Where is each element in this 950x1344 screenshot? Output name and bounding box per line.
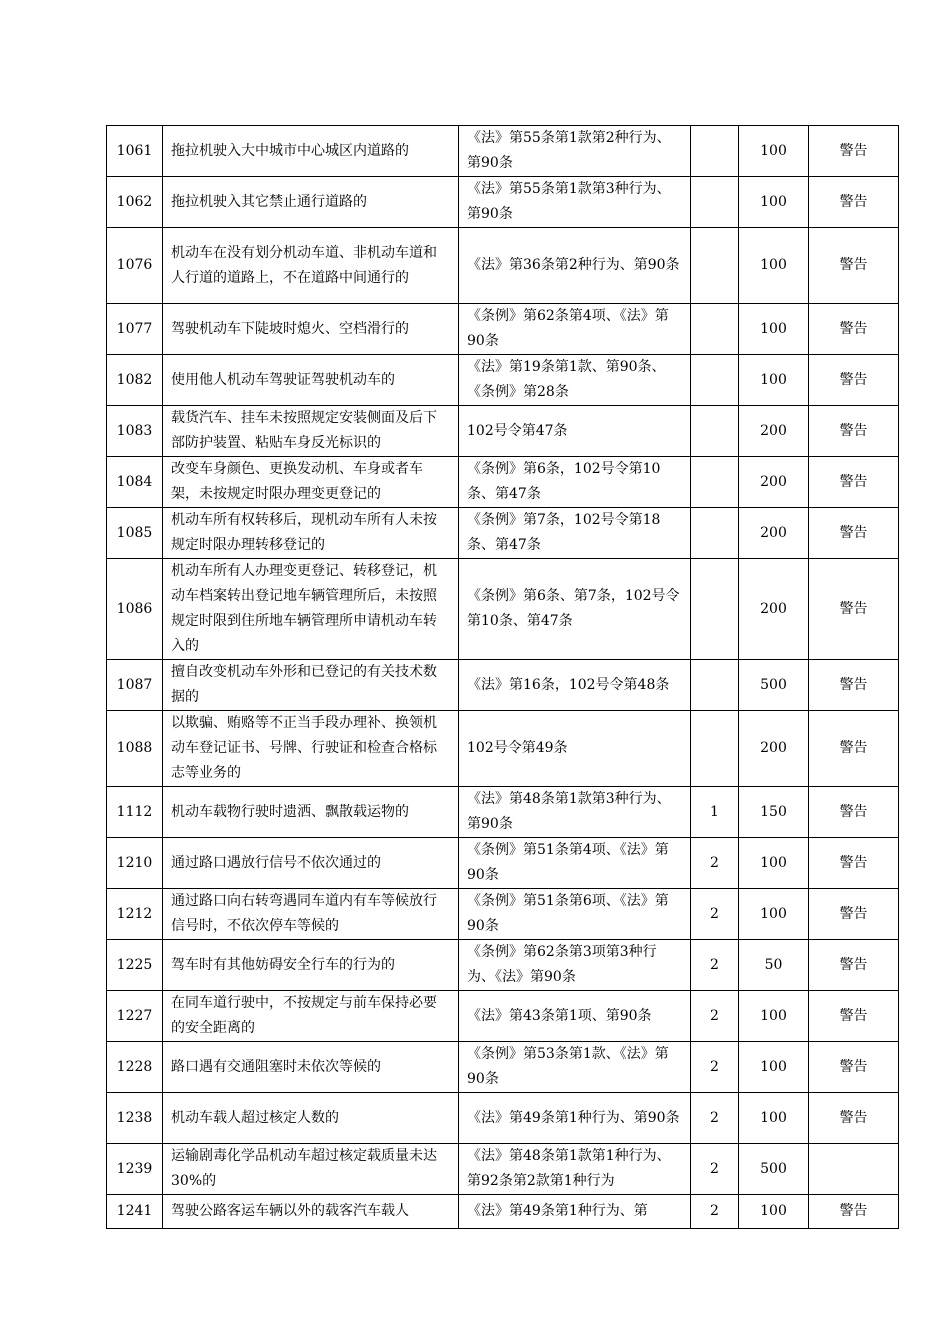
penalty-points: 2: [691, 1195, 739, 1229]
violation-description: 通过路口向右转弯遇同车道内有车等候放行信号时，不依次停车等候的: [163, 889, 459, 940]
table-row: [107, 1042, 899, 1093]
violation-code: 1086: [107, 559, 163, 660]
legal-basis: 《条例》第6条，102号令第10条、第47条: [459, 457, 691, 508]
violation-description: 驾车时有其他妨碍安全行车的行为的: [163, 940, 459, 991]
violation-description: 拖拉机驶入大中城市中心城区内道路的: [163, 126, 459, 177]
penalty-points: 2: [691, 838, 739, 889]
violation-description: 驾驶公路客运车辆以外的载客汽车载人: [163, 1195, 459, 1229]
violation-code: 1082: [107, 355, 163, 406]
table-row: [107, 711, 899, 787]
violation-code: 1239: [107, 1144, 163, 1195]
table-row: [107, 406, 899, 457]
penalty-type: 警告: [809, 940, 899, 991]
violation-code: 1238: [107, 1093, 163, 1144]
violation-code: 1084: [107, 457, 163, 508]
penalty-type: 警告: [809, 991, 899, 1042]
legal-basis: 《条例》第62条第3项第3种行为、《法》第90条: [459, 940, 691, 991]
penalty-type: 警告: [809, 355, 899, 406]
table-row: [107, 1093, 899, 1144]
penalty-points: [691, 304, 739, 355]
violation-description: 使用他人机动车驾驶证驾驶机动车的: [163, 355, 459, 406]
penalty-type: 警告: [809, 889, 899, 940]
fine-amount: 100: [739, 126, 809, 177]
legal-basis: 《条例》第51条第4项、《法》第90条: [459, 838, 691, 889]
table-row: [107, 228, 899, 304]
fine-amount: 100: [739, 355, 809, 406]
legal-basis: 《法》第43条第1项、第90条: [459, 991, 691, 1042]
penalty-points: [691, 177, 739, 228]
penalty-points: [691, 406, 739, 457]
violation-description: 机动车载物行驶时遗洒、飘散载运物的: [163, 787, 459, 838]
legal-basis: 《法》第48条第1款第3种行为、第90条: [459, 787, 691, 838]
penalty-type: 警告: [809, 126, 899, 177]
fine-amount: 100: [739, 228, 809, 304]
table-row: [107, 177, 899, 228]
violation-description: 机动车载人超过核定人数的: [163, 1093, 459, 1144]
table-row: [107, 660, 899, 711]
violation-code: 1062: [107, 177, 163, 228]
fine-amount: 500: [739, 660, 809, 711]
penalty-points: 2: [691, 940, 739, 991]
violation-description: 擅自改变机动车外形和已登记的有关技术数据的: [163, 660, 459, 711]
violation-code: 1061: [107, 126, 163, 177]
penalty-points: [691, 559, 739, 660]
fine-amount: 200: [739, 406, 809, 457]
penalty-points: [691, 457, 739, 508]
violation-description: 改变车身颜色、更换发动机、车身或者车架，未按规定时限办理变更登记的: [163, 457, 459, 508]
violation-code: 1083: [107, 406, 163, 457]
fine-amount: 500: [739, 1144, 809, 1195]
fine-amount: 100: [739, 991, 809, 1042]
fine-amount: 100: [739, 304, 809, 355]
legal-basis: 《法》第49条第1种行为、第: [459, 1195, 691, 1229]
legal-basis: 《法》第19条第1款、第90条、《条例》第28条: [459, 355, 691, 406]
table-row: [107, 457, 899, 508]
violation-code: 1085: [107, 508, 163, 559]
penalty-type: 警告: [809, 304, 899, 355]
legal-basis: 《法》第49条第1种行为、第90条: [459, 1093, 691, 1144]
legal-basis: 《法》第36条第2种行为、第90条: [459, 228, 691, 304]
violation-code: 1210: [107, 838, 163, 889]
table-row: [107, 1144, 899, 1195]
penalty-points: 2: [691, 991, 739, 1042]
penalty-points: [691, 126, 739, 177]
violations-table: [106, 125, 899, 1229]
legal-basis: 《条例》第51条第6项、《法》第90条: [459, 889, 691, 940]
violation-description: 拖拉机驶入其它禁止通行道路的: [163, 177, 459, 228]
fine-amount: 200: [739, 711, 809, 787]
table-row: [107, 940, 899, 991]
legal-basis: 《法》第55条第1款第3种行为、第90条: [459, 177, 691, 228]
violation-code: 1076: [107, 228, 163, 304]
violation-code: 1077: [107, 304, 163, 355]
penalty-type: 警告: [809, 838, 899, 889]
legal-basis: 102号令第49条: [459, 711, 691, 787]
legal-basis: 《条例》第7条，102号令第18条、第47条: [459, 508, 691, 559]
violation-code: 1087: [107, 660, 163, 711]
table-row: [107, 991, 899, 1042]
fine-amount: 200: [739, 508, 809, 559]
violation-description: 路口遇有交通阻塞时未依次等候的: [163, 1042, 459, 1093]
violation-code: 1088: [107, 711, 163, 787]
penalty-points: 2: [691, 1144, 739, 1195]
penalty-type: 警告: [809, 787, 899, 838]
table-row: [107, 355, 899, 406]
penalty-type: [809, 1144, 899, 1195]
violation-code: 1225: [107, 940, 163, 991]
penalty-points: [691, 711, 739, 787]
fine-amount: 100: [739, 177, 809, 228]
violation-code: 1241: [107, 1195, 163, 1229]
legal-basis: 102号令第47条: [459, 406, 691, 457]
table-row: [107, 508, 899, 559]
violation-code: 1112: [107, 787, 163, 838]
penalty-points: 2: [691, 1093, 739, 1144]
penalty-points: 2: [691, 889, 739, 940]
penalty-points: [691, 228, 739, 304]
legal-basis: 《条例》第6条、第7条，102号令第10条、第47条: [459, 559, 691, 660]
violation-code: 1228: [107, 1042, 163, 1093]
violation-description: 机动车在没有划分机动车道、非机动车道和人行道的道路上，不在道路中间通行的: [163, 228, 459, 304]
table-body: [107, 126, 899, 1229]
fine-amount: 200: [739, 559, 809, 660]
penalty-points: 1: [691, 787, 739, 838]
violation-code: 1212: [107, 889, 163, 940]
table-row: [107, 126, 899, 177]
penalty-type: 警告: [809, 457, 899, 508]
violation-description: 以欺骗、贿赂等不正当手段办理补、换领机动车登记证书、号牌、行驶证和检查合格标志等业务的: [163, 711, 459, 787]
table-row: [107, 787, 899, 838]
violation-description: 载货汽车、挂车未按照规定安装侧面及后下部防护装置、粘贴车身反光标识的: [163, 406, 459, 457]
penalty-type: 警告: [809, 1093, 899, 1144]
violation-code: 1227: [107, 991, 163, 1042]
fine-amount: 50: [739, 940, 809, 991]
legal-basis: 《法》第16条，102号令第48条: [459, 660, 691, 711]
violation-description: 驾驶机动车下陡坡时熄火、空档滑行的: [163, 304, 459, 355]
violation-description: 机动车所有人办理变更登记、转移登记，机动车档案转出登记地车辆管理所后，未按照规定时限到住所地车辆管理所申请机动车转入的: [163, 559, 459, 660]
penalty-type: 警告: [809, 1042, 899, 1093]
penalty-points: [691, 508, 739, 559]
table-row: [107, 304, 899, 355]
penalty-type: 警告: [809, 559, 899, 660]
fine-amount: 200: [739, 457, 809, 508]
fine-amount: 150: [739, 787, 809, 838]
penalty-type: 警告: [809, 228, 899, 304]
fine-amount: 100: [739, 1195, 809, 1229]
penalty-type: 警告: [809, 508, 899, 559]
violation-description: 运输剧毒化学品机动车超过核定载质量未达30%的: [163, 1144, 459, 1195]
fine-amount: 100: [739, 838, 809, 889]
penalty-type: 警告: [809, 1195, 899, 1229]
penalty-type: 警告: [809, 406, 899, 457]
legal-basis: 《条例》第53条第1款、《法》第90条: [459, 1042, 691, 1093]
penalty-points: 2: [691, 1042, 739, 1093]
violation-description: 机动车所有权转移后，现机动车所有人未按规定时限办理转移登记的: [163, 508, 459, 559]
violation-description: 通过路口遇放行信号不依次通过的: [163, 838, 459, 889]
legal-basis: 《法》第55条第1款第2种行为、第90条: [459, 126, 691, 177]
table-row: [107, 559, 899, 660]
violation-description: 在同车道行驶中，不按规定与前车保持必要的安全距离的: [163, 991, 459, 1042]
legal-basis: 《法》第48条第1款第1种行为、第92条第2款第1种行为: [459, 1144, 691, 1195]
fine-amount: 100: [739, 1093, 809, 1144]
legal-basis: 《条例》第62条第4项、《法》第90条: [459, 304, 691, 355]
table-row: [107, 1195, 899, 1229]
table-row: [107, 838, 899, 889]
penalty-points: [691, 355, 739, 406]
fine-amount: 100: [739, 889, 809, 940]
fine-amount: 100: [739, 1042, 809, 1093]
penalty-type: 警告: [809, 177, 899, 228]
table-row: [107, 889, 899, 940]
penalty-type: 警告: [809, 660, 899, 711]
penalty-type: 警告: [809, 711, 899, 787]
penalty-points: [691, 660, 739, 711]
